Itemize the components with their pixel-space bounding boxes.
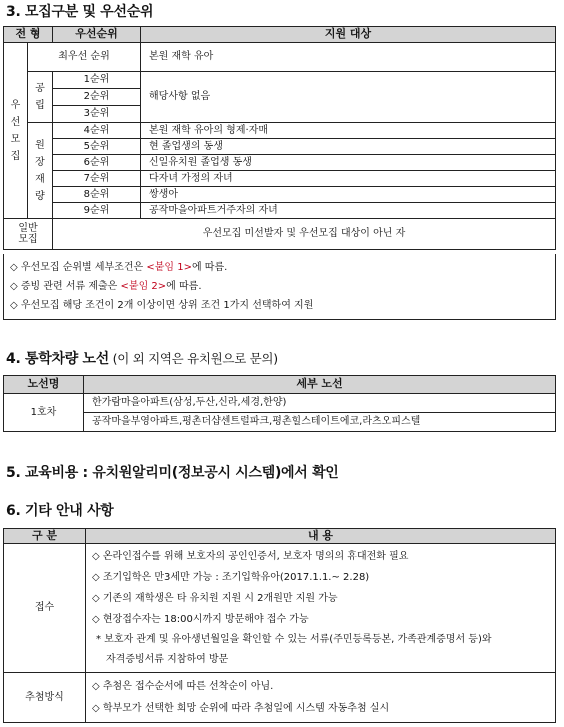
rank-6: 6순위: [53, 155, 141, 171]
lottery-line-1: ◇ 추첨은 접수순서에 따른 선착순이 아님.: [92, 680, 274, 692]
lottery-label: 추첨방식: [4, 673, 86, 723]
private-label: 원 장 재 량: [28, 123, 53, 219]
public-rank-2: 2순위: [53, 89, 141, 106]
rank-8: 8순위: [53, 187, 141, 203]
apply-label: 접수: [4, 544, 86, 673]
rank-9: 9순위: [53, 203, 141, 219]
lottery-line-2: ◇ 학부모가 선택한 희망 순위에 따라 추첨일에 시스템 자동추첨 실시: [92, 702, 390, 714]
priority-recruit-label: 우 선 모 집: [4, 43, 28, 219]
target-9: 공작마을아파트거주자의 자녀: [141, 203, 556, 219]
bus-route-table: [3, 375, 556, 432]
route-name: 1호차: [4, 394, 84, 432]
apply-line-2: ◇ 조기입학은 만3세만 가능 : 조기입학유아(2017.1.1.~ 2.28): [92, 572, 370, 583]
priority-notes: [3, 254, 556, 320]
note-1: ◇ 우선모집 순위별 세부조건은 <붙임 1>에 따름.: [10, 262, 228, 273]
public-target: 해당사항 없음: [141, 72, 556, 123]
section6-title: 6. 기타 안내 사항: [6, 503, 114, 519]
other-info-table: [3, 528, 556, 723]
rank-5: 5순위: [53, 139, 141, 155]
header-priority: 우선순위: [53, 27, 141, 43]
header-route-name: 노선명: [4, 376, 84, 394]
priority-table: [3, 26, 556, 250]
top-priority-rank: 최우선 순위: [28, 43, 141, 72]
general-recruit-label: 일반 모집: [4, 219, 53, 250]
section4-note: (이 외 지역은 유치원으로 문의): [108, 351, 278, 366]
rank-7: 7순위: [53, 171, 141, 187]
section5-title: 5. 교육비용 : 유치원알리미(정보공시 시스템)에서 확인: [6, 465, 339, 481]
target-6: 신일유치원 졸업생 동생: [141, 155, 556, 171]
apply-line-3: ◇ 기존의 재학생은 타 유치원 지원 시 2개원만 지원 가능: [92, 593, 338, 604]
target-7: 다자녀 가정의 자녀: [141, 171, 556, 187]
header-type: 전 형: [4, 27, 53, 43]
header-category: 구 분: [4, 529, 86, 544]
section4-title: 4. 통학차량 노선 (이 외 지역은 유치원으로 문의): [6, 351, 278, 367]
note-3: ◇ 우선모집 해당 조건이 2개 이상이면 상위 조건 1가지 선택하여 지원: [10, 300, 314, 311]
section3-title: 3. 모집구분 및 우선순위: [6, 4, 154, 20]
target-5: 현 졸업생의 동생: [141, 139, 556, 155]
route-detail-2: 공작마을부영아파트,평촌더샵센트럴파크,평촌힐스테이트에코,라츠오피스텔: [84, 413, 556, 432]
header-target: 지원 대상: [141, 27, 556, 43]
target-4: 본원 재학 유아의 형제·자매: [141, 123, 556, 139]
route-detail-1: 한가람마을아파트(삼성,두산,신라,세경,한양): [84, 394, 556, 413]
apply-line-5: * 보호자 관계 및 유아생년월일을 확인할 수 있는 서류(주민등록등본, 가족관계증명서 등)와: [96, 634, 492, 645]
apply-line-1: ◇ 온라인접수를 위해 보호자의 공인인증서, 보호자 명의의 휴대전화 필요: [92, 551, 409, 562]
top-priority-target: 본원 재학 유아: [141, 43, 556, 72]
note-2: ◇ 증빙 관련 서류 제출은 <붙임 2>에 따름.: [10, 281, 202, 292]
public-rank-3: 3순위: [53, 106, 141, 123]
rank-4: 4순위: [53, 123, 141, 139]
apply-line-6: 자격증빙서류 지참하여 방문: [106, 654, 229, 665]
public-rank-1: 1순위: [53, 72, 141, 89]
header-route-detail: 세부 노선: [84, 376, 556, 394]
apply-content: [86, 544, 556, 673]
general-recruit-target: 우선모집 미선발자 및 우선모집 대상이 아닌 자: [53, 219, 556, 250]
lottery-content: [86, 673, 556, 723]
apply-line-4: ◇ 현장접수자는 18:00시까지 방문해야 접수 가능: [92, 614, 309, 625]
header-content: 내 용: [86, 529, 556, 544]
public-label: 공 립: [28, 72, 53, 123]
target-8: 쌍생아: [141, 187, 556, 203]
